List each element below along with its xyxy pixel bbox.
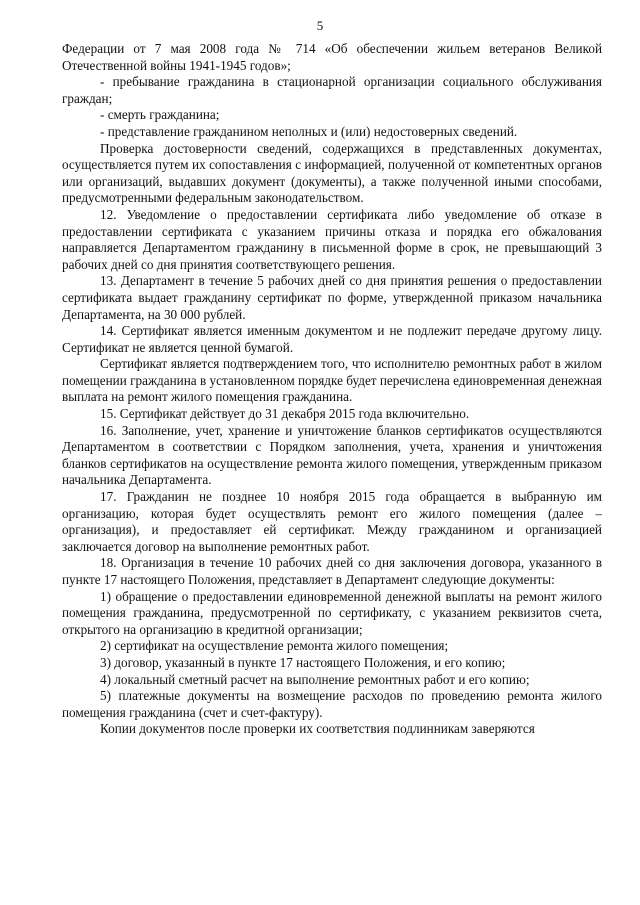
list-item: 2) сертификат на осуществление ремонта жилого помещения;: [100, 638, 449, 654]
list-item: 4) локальный сметный расчет на выполнение ремонтных работ и его копию;: [100, 671, 530, 687]
page-number: 5: [316, 18, 324, 33]
list-item: 5) платежные документы на возмещение расходов по проведению ремонта жилого помещения гражданина (счет и счет-фактуру).: [62, 688, 602, 720]
clause-18: 18. Организация в течение 10 рабочих дней со дня заключения договора, указанного в пункте 17 настоящего Положения, представляет в Департамент следующие документы:: [62, 555, 602, 587]
document-body: [62, 41, 602, 738]
clause-13: 13. Департамент в течение 5 рабочих дней со дня принятия решения о предоставлении сертификата выдает гражданину сертификат по форме, утвержденной приказом начальника Департамента, на 30 000 рублей.: [62, 273, 602, 322]
list-item: - пребывание гражданина в стационарной организации социального обслуживания граждан;: [62, 74, 602, 106]
clause-17: 17. Гражданин не позднее 10 ноября 2015 года обращается в выбранную им организацию, которая будет осуществлять ремонт его жилого помещения (далее – организация), и предоставляет ей сертификат. Между гражданином и организацией заключается договор на выполнение ремонтных работ.: [62, 489, 602, 554]
paragraph: Федерации от 7 мая 2008 года № 714 «Об обеспечении жильем ветеранов Великой Отечественной войны 1941-1945 годов»;: [62, 41, 602, 73]
list-item: 3) договор, указанный в пункте 17 настоящего Положения, и его копию;: [100, 654, 506, 670]
clause-16: 16. Заполнение, учет, хранение и уничтожение бланков сертификатов осуществляются Департаментом в соответствии с Порядком заполнения, учета, хранения и уничтожения бланков сертификатов на осуществление ремонта жилого помещения, утвержденным приказом начальника Департамента.: [62, 422, 602, 488]
list-item: - смерть гражданина;: [100, 107, 220, 123]
clause-12: 12. Уведомление о предоставлении сертификата либо уведомление об отказе в предоставлении сертификата с указанием причины отказа и порядка его обжалования направляется Департаментом гражданину в письменной форме в срок, не превышающий 3 рабочих дней со дня принятия соответствующего решения.: [62, 206, 602, 272]
clause-15: 15. Сертификат действует до 31 декабря 2015 года включительно.: [100, 406, 470, 422]
list-item: - представление гражданином неполных и (или) недостоверных сведений.: [100, 123, 518, 139]
clause-14: 14. Сертификат является именным документом и не подлежит передаче другому лицу. Сертификат не является ценной бумагой.: [62, 323, 602, 355]
paragraph: Копии документов после проверки их соответствия подлинникам заверяются: [100, 721, 535, 737]
paragraph: Проверка достоверности сведений, содержащихся в представленных документах, осуществляется путем их сопоставления с информацией, полученной от компетентных органов или организаций, выдавших документ (документы), а также полученной иными способами, предусмотренными федеральным законодательством.: [62, 140, 602, 206]
paragraph: Сертификат является подтверждением того, что исполнителю ремонтных работ в жилом помещении гражданина в установленном порядке будет перечислена единовременная денежная выплата на ремонт жилого помещения гражданина.: [62, 356, 602, 405]
list-item: 1) обращение о предоставлении единовременной денежной выплаты на ремонт жилого помещения гражданина, предусмотренной по сертификату, с указанием реквизитов счета, открытого на организацию в кредитной организации;: [62, 588, 602, 637]
